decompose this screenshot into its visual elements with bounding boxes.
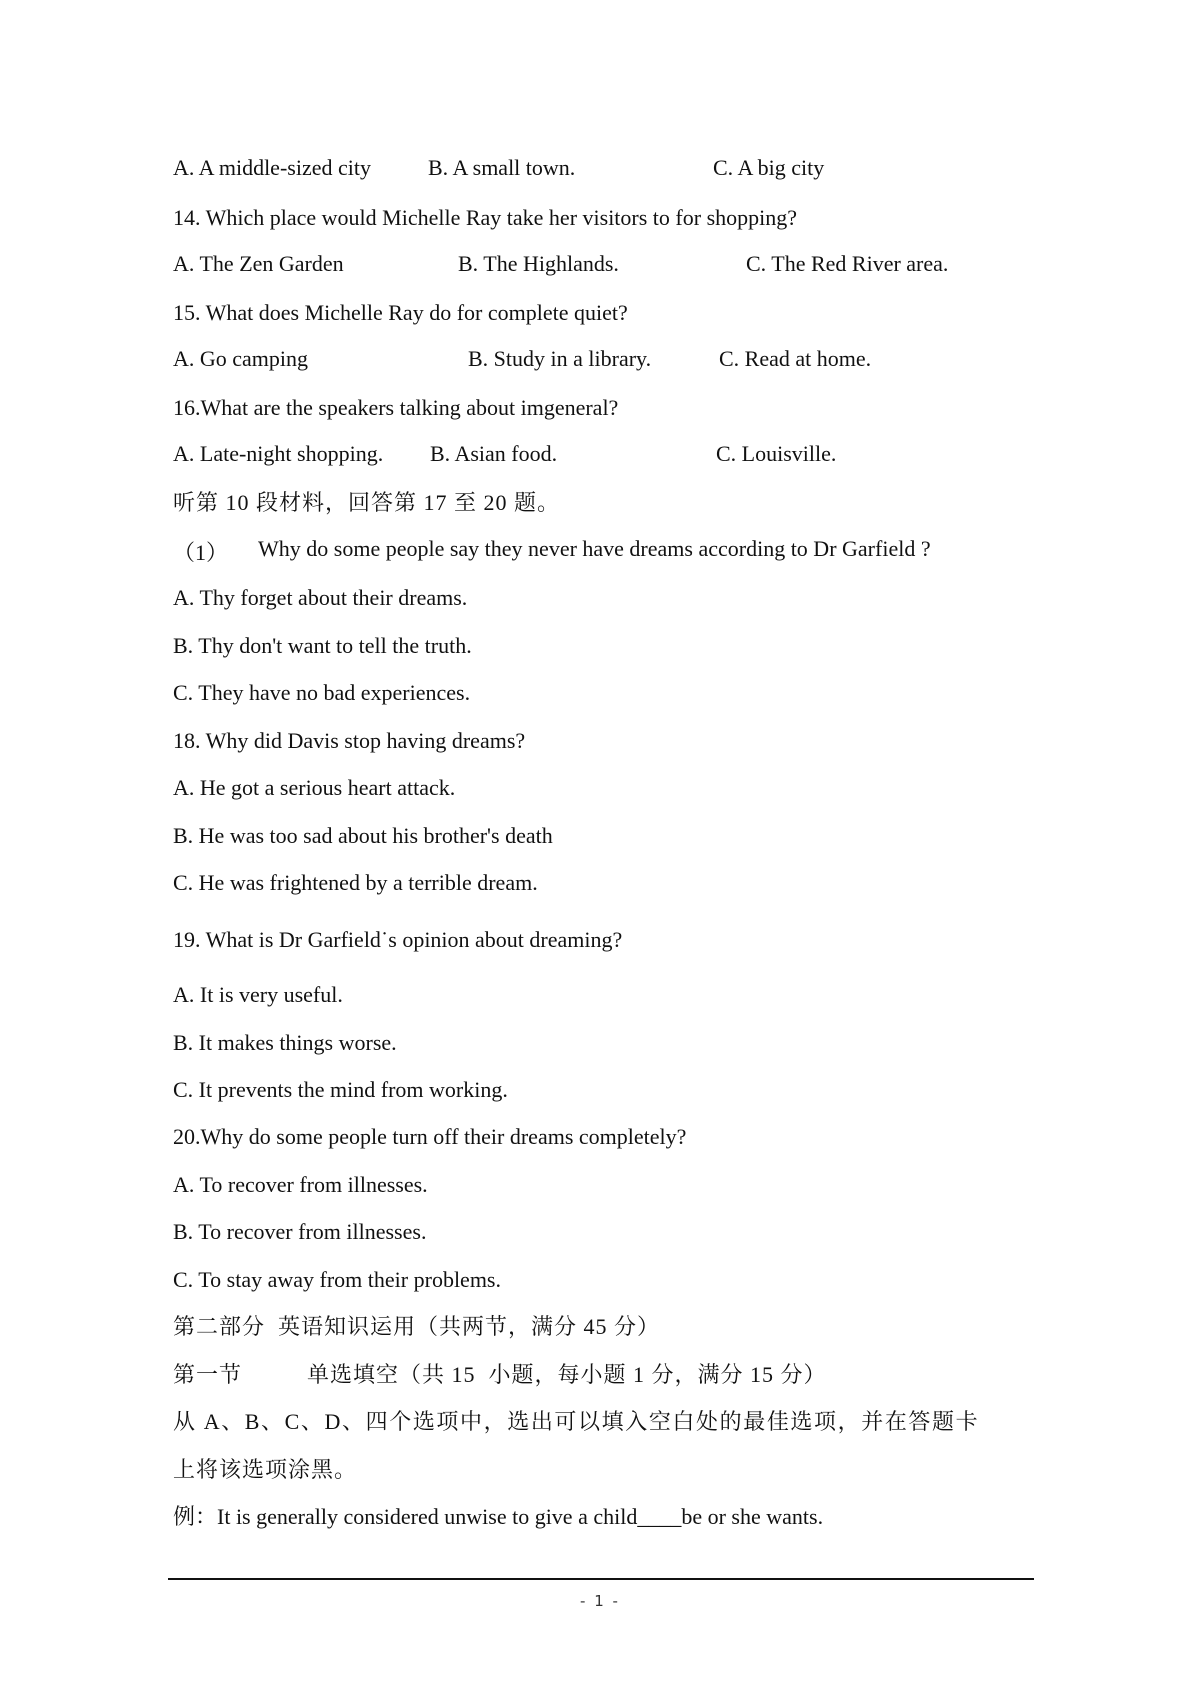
q19-option-c: C. It prevents the mind from working.: [173, 1077, 508, 1102]
q16-option-b: B. Asian food.: [430, 441, 558, 466]
q16-option-c: C. Louisville.: [716, 441, 837, 466]
q14-question: 14. Which place would Michelle Ray take her visitors to for shopping?: [173, 205, 798, 230]
q15-option-a: A. Go camping: [173, 346, 309, 371]
q13-option-c: C. A big city: [713, 155, 825, 180]
instruction-line-1: 从 A、B、C、D、四个选项中，选出可以填入空白处的最佳选项，并在答题卡: [173, 1409, 980, 1434]
q16-question: 16.What are the speakers talking about imgeneral?: [173, 395, 619, 420]
q17-option-c: C. They have no bad experiences.: [173, 680, 471, 705]
example-sentence: 例：It is generally considered unwise to give a child____be or she wants.: [173, 1504, 824, 1529]
page-number: - 1 -: [580, 1592, 620, 1610]
q14-option-a: A. The Zen Garden: [173, 251, 344, 276]
q19-option-a: A. It is very useful.: [173, 982, 343, 1007]
q15-option-b: B. Study in a library.: [468, 346, 652, 371]
q16-option-a: A. Late-night shopping.: [173, 441, 384, 466]
q20-option-c: C. To stay away from their problems.: [173, 1267, 501, 1292]
q15-question: 15. What does Michelle Ray do for complete quiet?: [173, 300, 628, 325]
part-2-title: 第二部分 英语知识运用（共两节，满分 45 分）: [173, 1314, 661, 1339]
q20-option-b: B. To recover from illnesses.: [173, 1219, 427, 1244]
q17-question: Why do some people say they never have dreams according to Dr Garfield ?: [258, 536, 931, 561]
q20-question: 20.Why do some people turn off their dreams completely?: [173, 1124, 687, 1149]
q18-question: 18. Why did Davis stop having dreams?: [173, 728, 526, 753]
q15-option-c: C. Read at home.: [719, 346, 872, 371]
q18-option-c: C. He was frightened by a terrible dream.: [173, 870, 538, 895]
q17-option-b: B. Thy don't want to tell the truth.: [173, 633, 472, 658]
q20-option-a: A. To recover from illnesses.: [173, 1172, 428, 1197]
q18-option-a: A. He got a serious heart attack.: [173, 775, 456, 800]
section-10-instruction: 听第 10 段材料，回答第 17 至 20 题。: [173, 490, 561, 515]
q17-number: （1）: [173, 540, 229, 565]
q18-option-b: B. He was too sad about his brother's death: [173, 823, 553, 848]
q14-option-c: C. The Red River area.: [746, 251, 949, 276]
q13-option-b: B. A small town.: [428, 155, 576, 180]
instruction-line-2: 上将该选项涂黑。: [173, 1457, 358, 1482]
q19-option-b: B. It makes things worse.: [173, 1030, 397, 1055]
q17-option-a: A. Thy forget about their dreams.: [173, 585, 468, 610]
q13-option-a: A. A middle-sized city: [173, 155, 371, 180]
footer-rule: [168, 1578, 1034, 1580]
q19-question: 19. What is Dr Garfield˙s opinion about dreaming?: [173, 927, 623, 952]
q14-option-b: B. The Highlands.: [458, 251, 619, 276]
section-1-title: 第一节 单选填空（共 15 小题，每小题 1 分，满分 15 分）: [173, 1362, 827, 1387]
